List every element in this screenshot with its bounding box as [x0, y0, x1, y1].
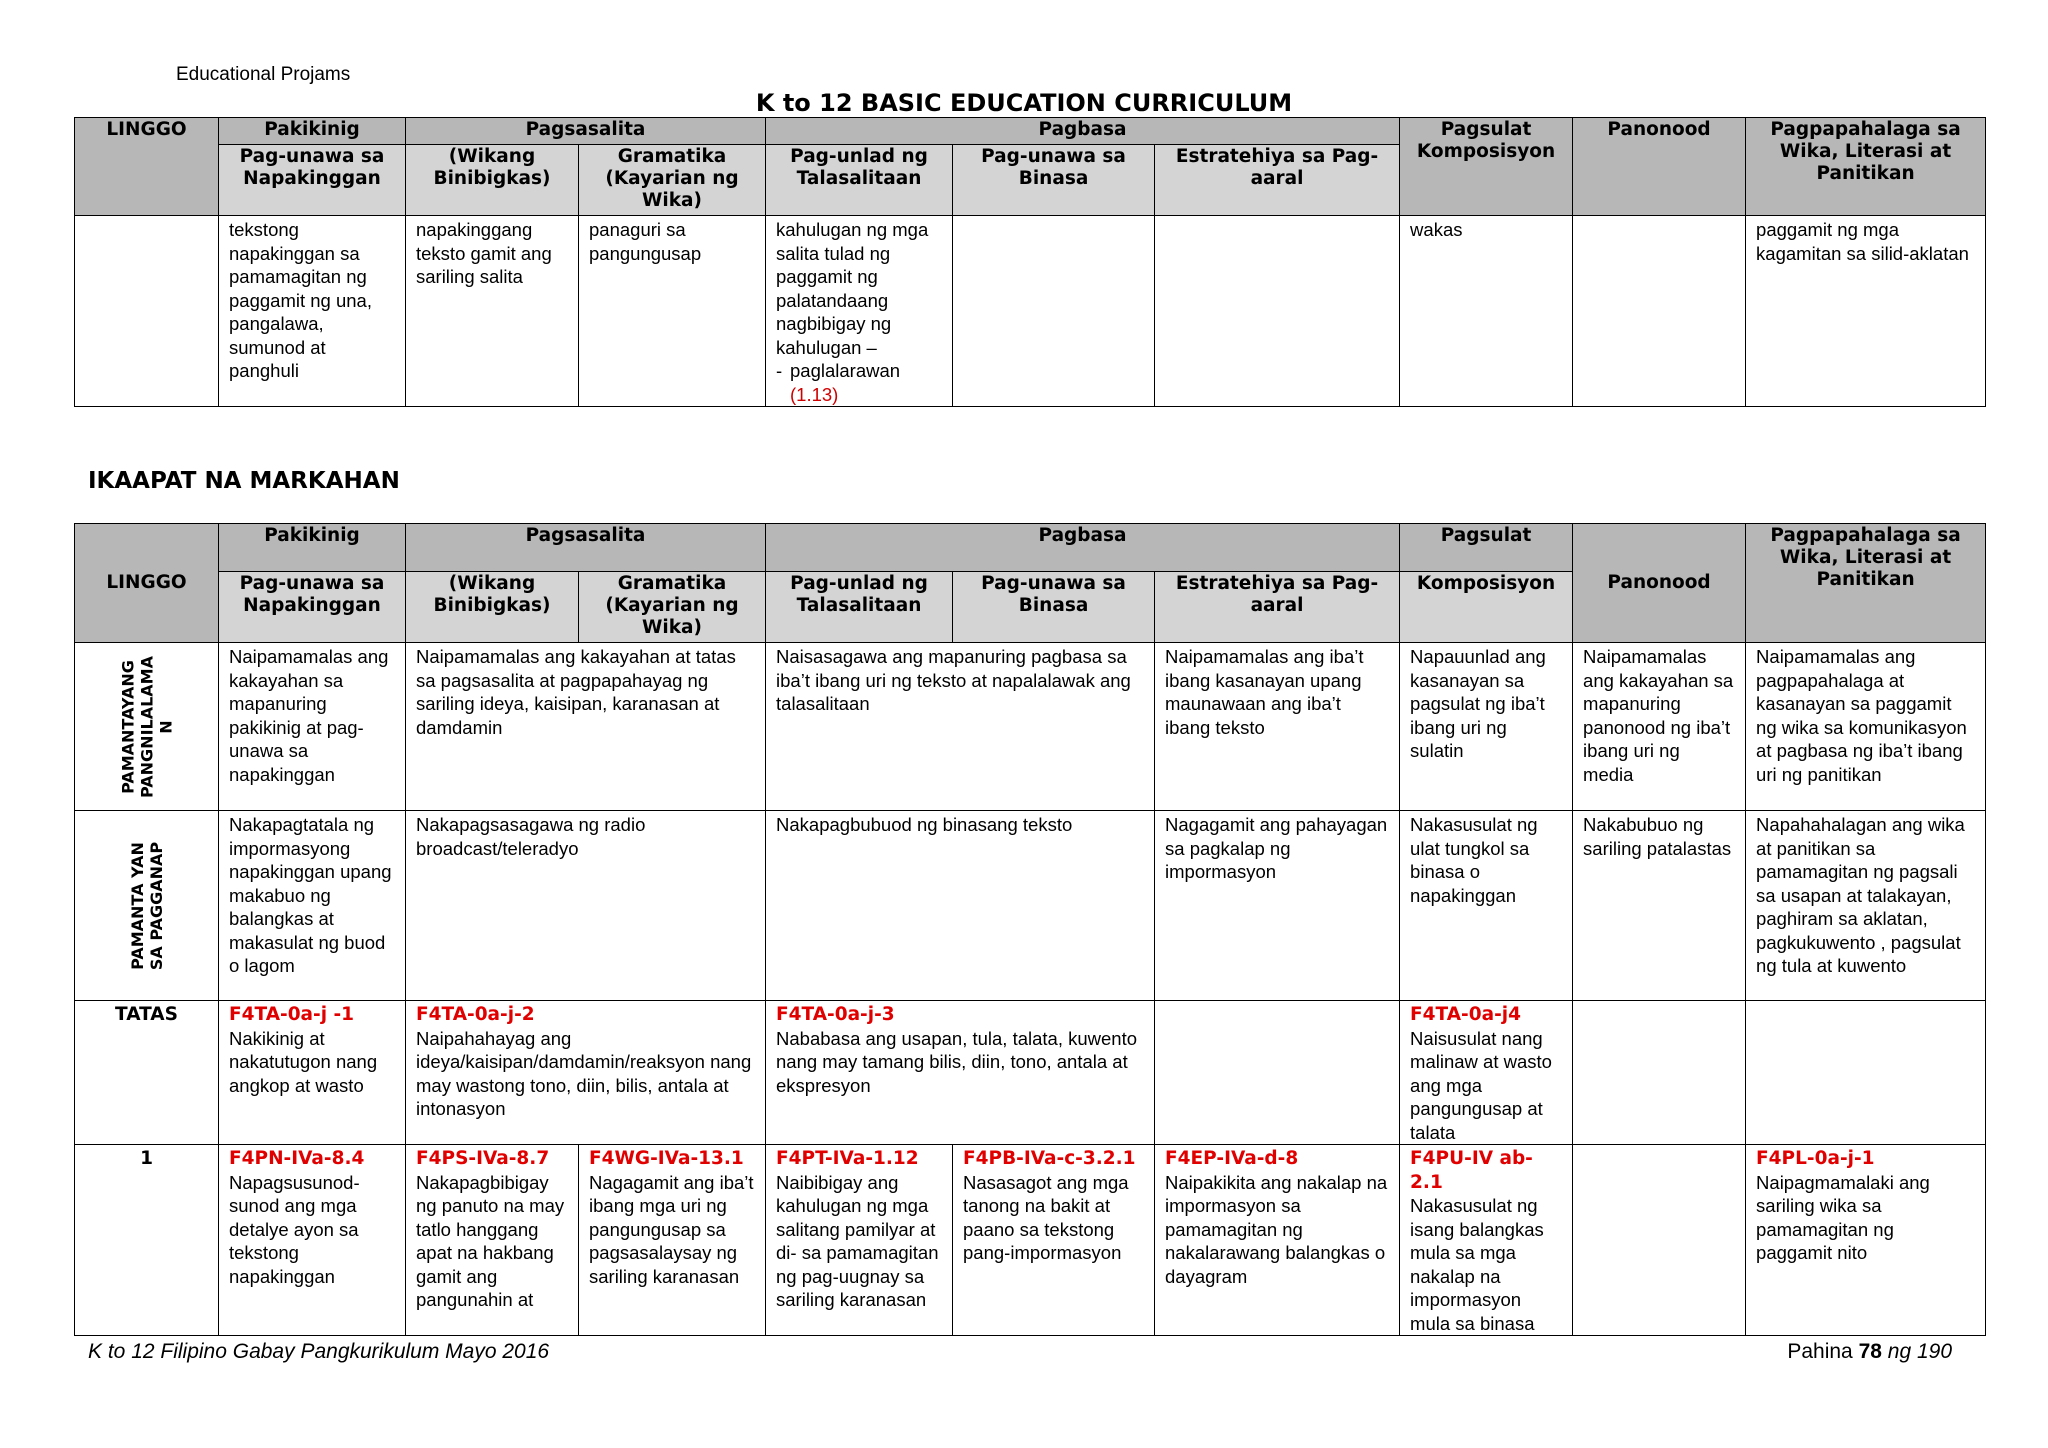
cell-pagsulat: [1400, 1001, 1573, 1145]
col-pagsulat: Pagsulat: [1400, 524, 1573, 572]
cell-pagsasalita: [406, 1001, 766, 1145]
cell-pagsasalita: Naipamamalas ang kakayahan at tatas sa pagsasalita at pagpapahayag ng sariling ideya, kaisipan, karanasan at damdamin: [406, 643, 766, 811]
page-current: 78: [1858, 1340, 1882, 1363]
competency-code: F4PB-IVa-c-3.2.1: [963, 1148, 1136, 1169]
competency-code: F4PT-IVa-1.12: [776, 1148, 919, 1169]
cell-estratehiya: [1155, 1145, 1400, 1336]
cell-pagsulat: [1400, 1145, 1573, 1336]
table-row-pangnilalaman: [75, 643, 1986, 811]
competency-text: Nakikinig at nakatutugon nang angkop at wasto: [229, 1027, 378, 1096]
col-komposisyon: Komposisyon: [1400, 572, 1573, 643]
pagunlad-item: paglalarawan: [790, 360, 901, 381]
cell-pakikinig: tekstong napakinggan sa pamamagitan ng paggamit ng una, pangalawa, sumunod at panghuli: [219, 216, 406, 407]
cell-pagpapahalaga: [1746, 1145, 1986, 1336]
col-wikang-binibigkas: (Wikang Binibigkas): [406, 145, 579, 216]
cell-estratehiya: Nagagamit ang pahayagan sa pagkalap ng impormasyon: [1155, 811, 1400, 1001]
col-pagsulat: [1400, 118, 1573, 216]
row-label-tatas: TATAS: [75, 1001, 219, 1145]
cell-pagunawa: [953, 1145, 1155, 1336]
col-pakikinig-sub: Pag-unawa sa Napakinggan: [219, 145, 406, 216]
cell-pagbasa: Nakapagbubuod ng binasang teksto: [766, 811, 1155, 1001]
competency-code: F4PU-IV ab-2.1: [1410, 1148, 1533, 1193]
footer-page-number: [1787, 1340, 1952, 1364]
pagunlad-ref: (1.13): [790, 383, 839, 405]
competency-text: Naibibigay ang kahulugan ng mga salitang pamilyar at di- sa pamamagitan ng pag-uugnay sa sariling karanasan: [776, 1171, 939, 1310]
competency-text: Nakasusulat ng isang balangkas mula sa mga nakalap na impormasyon mula sa binasa: [1410, 1195, 1544, 1334]
col-pakikinig: Pakikinig: [219, 118, 406, 145]
page-word: Pahina: [1787, 1340, 1853, 1363]
cell-pagsasalita: Nakapagsasagawa ng radio broadcast/teleradyo: [406, 811, 766, 1001]
quarter-title: IKAAPAT NA MARKAHAN: [88, 468, 400, 494]
competency-code: F4PL-0a-j-1: [1756, 1148, 1875, 1169]
cell-panonood: Naipamamalas ang kakayahan sa mapanuring panonood ng iba’t ibang uri ng media: [1573, 643, 1746, 811]
competency-code: F4TA-0a-j-2: [416, 1004, 535, 1025]
cell-pagbasa: [766, 1001, 1155, 1145]
cell-pagsulat: Napauunlad ang kasanayan sa pagsulat ng iba’t ibang uri ng sulatin: [1400, 643, 1573, 811]
col-pagbasa: Pagbasa: [766, 524, 1400, 572]
competency-text: Nasasagot ang mga tanong na bakit at paano sa tekstong pang-impormasyon: [963, 1171, 1129, 1263]
cell-pagunlad: [766, 1145, 953, 1336]
competency-code: F4TA-0a-j4: [1410, 1004, 1521, 1025]
page-total: ng 190: [1887, 1340, 1952, 1363]
competency-code: F4PS-IVa-8.7: [416, 1148, 550, 1169]
col-pagunlad: Pag-unlad ng Talasalitaan: [766, 145, 953, 216]
curriculum-table-continued: [74, 117, 1986, 407]
col-pagunawa-binasa: Pag-unawa sa Binasa: [953, 145, 1155, 216]
col-pagpapahalaga: Pagpapahalaga sa Wika, Literasi at Panitikan: [1746, 524, 1986, 643]
cell-panonood: Nakabubuo ng sariling patalastas: [1573, 811, 1746, 1001]
col-wikang-binibigkas: (Wikang Binibigkas): [406, 572, 579, 643]
curriculum-table-quarter4: [74, 523, 1986, 1336]
cell-pagpapahalaga: Naipamamalas ang pagpapahalaga at kasanayan sa paggamit ng wika sa komunikasyon at pagbasa ng iba’t ibang uri ng panitikan: [1746, 643, 1986, 811]
row-label-week: 1: [75, 1145, 219, 1336]
competency-code: F4EP-IVa-d-8: [1165, 1148, 1299, 1169]
pagunlad-dash: -: [776, 360, 783, 381]
table-row-tatas: [75, 1001, 1986, 1145]
col-komposisyon-label: Komposisyon: [1416, 141, 1556, 162]
col-linggo: LINGGO: [75, 524, 219, 643]
pagunlad-text: kahulugan ng mga salita tulad ng paggamit ng palatandaang nagbibigay ng kahulugan –: [776, 219, 929, 358]
competency-code: F4TA-0a-j-3: [776, 1004, 895, 1025]
label-line2: PANGNILALAMA: [137, 655, 156, 798]
col-pagsasalita: Pagsasalita: [406, 118, 766, 145]
cell-wikang: [406, 1145, 579, 1336]
cell-pagsulat: Nakasusulat ng ulat tungkol sa binasa o napakinggan: [1400, 811, 1573, 1001]
col-pagsulat-label: Pagsulat: [1440, 119, 1532, 140]
cell-pagpapahalaga: paggamit ng mga kagamitan sa silid-aklatan: [1746, 216, 1986, 407]
footer-document-name: K to 12 Filipino Gabay Pangkurikulum Mayo 2016: [88, 1340, 550, 1363]
col-pagunawa-binasa: Pag-unawa sa Binasa: [953, 572, 1155, 643]
col-linggo: LINGGO: [75, 118, 219, 216]
competency-code: F4TA-0a-j -1: [229, 1004, 355, 1025]
competency-code: F4PN-IVa-8.4: [229, 1148, 365, 1169]
competency-text: Nababasa ang usapan, tula, talata, kuwento nang may tamang bilis, diin, tono, antala at ekspresyon: [776, 1027, 1138, 1096]
cell-pagbasa: Naisasagawa ang mapanuring pagbasa sa iba’t ibang uri ng teksto at napalalawak ang talasalitaan: [766, 643, 1155, 811]
competency-text: Naipahahayag ang ideya/kaisipan/damdamin/reaksyon nang may wastong tono, diin, bilis, antala at intonasyon: [416, 1027, 752, 1119]
label-line1: PAMANTA YAN: [127, 841, 147, 970]
label-line1: PAMANTAYANG: [118, 659, 137, 794]
col-pagunlad: Pag-unlad ng Talasalitaan: [766, 572, 953, 643]
col-pagpapahalaga: Pagpapahalaga sa Wika, Literasi at Panitikan: [1746, 118, 1986, 216]
cell-pagunlad: [766, 216, 953, 407]
cell-pakikinig: [219, 1001, 406, 1145]
row-label-pagganap: [75, 811, 219, 1001]
competency-text: Napagsusunod-sunod ang mga detalye ayon sa tekstong napakinggan: [229, 1171, 360, 1287]
header-note: Educational Projams: [176, 64, 351, 85]
competency-text: Nakapagbibigay ng panuto na may tatlo hanggang apat na hakbang gamit ang pangunahin at: [416, 1171, 565, 1310]
cell-pakikinig: Naipamamalas ang kakayahan sa mapanuring pakikinig at pag-unawa sa napakinggan: [219, 643, 406, 811]
col-estratehiya: Estratehiya sa Pag-aaral: [1155, 572, 1400, 643]
table-row-week-1: [75, 1145, 1986, 1336]
competency-text: Nagagamit ang iba’t ibang mga uri ng pangungusap sa pagsasalaysay ng sariling karanasan: [589, 1171, 754, 1287]
cell-pagsulat: wakas: [1400, 216, 1573, 407]
competency-text: Naipakikita ang nakalap na impormasyon sa pamamagitan ng nakalarawang balangkas o dayagram: [1165, 1171, 1388, 1287]
cell-gramatika: panaguri sa pangungusap: [579, 216, 766, 407]
col-pakikinig: Pakikinig: [219, 524, 406, 572]
competency-code: F4WG-IVa-13.1: [589, 1148, 744, 1169]
col-pagsasalita: Pagsasalita: [406, 524, 766, 572]
cell-pakikinig: Nakapagtatala ng impormasyong napakinggan upang makabuo ng balangkas at makasulat ng buod o lagom: [219, 811, 406, 1001]
label-line3: N: [156, 719, 175, 734]
col-estratehiya: Estratehiya sa Pag-aaral: [1155, 145, 1400, 216]
row-label-pangnilalaman: [75, 643, 219, 811]
col-panonood: Panonood: [1573, 524, 1746, 643]
competency-text: Naipagmamalaki ang sariling wika sa pamamagitan ng paggamit nito: [1756, 1171, 1930, 1263]
document-title: K to 12 BASIC EDUCATION CURRICULUM: [755, 89, 1293, 117]
cell-estratehiya: Naipamamalas ang iba’t ibang kasanayan upang maunawaan ang iba’t ibang teksto: [1155, 643, 1400, 811]
col-gramatika: Gramatika (Kayarian ng Wika): [579, 145, 766, 216]
col-pagbasa: Pagbasa: [766, 118, 1400, 145]
cell-gramatika: [579, 1145, 766, 1336]
competency-text: Naisusulat nang malinaw at wasto ang mga pangungusap at talata: [1410, 1027, 1552, 1143]
table-row: [75, 216, 1986, 407]
cell-pakikinig: [219, 1145, 406, 1336]
cell-pagpapahalaga: Napahahalagan ang wika at panitikan sa pamamagitan ng pagsali sa usapan at talakayan, paghiram sa aklatan, pagkukuwento , pagsulat ng tula at kuwento: [1746, 811, 1986, 1001]
col-gramatika: Gramatika (Kayarian ng Wika): [579, 572, 766, 643]
table-row-pagganap: [75, 811, 1986, 1001]
cell-wikang: napakinggang teksto gamit ang sariling salita: [406, 216, 579, 407]
col-pakikinig-sub: Pag-unawa sa Napakinggan: [219, 572, 406, 643]
label-line2: SA PAGGANAP: [146, 841, 166, 970]
col-panonood: Panonood: [1573, 118, 1746, 216]
